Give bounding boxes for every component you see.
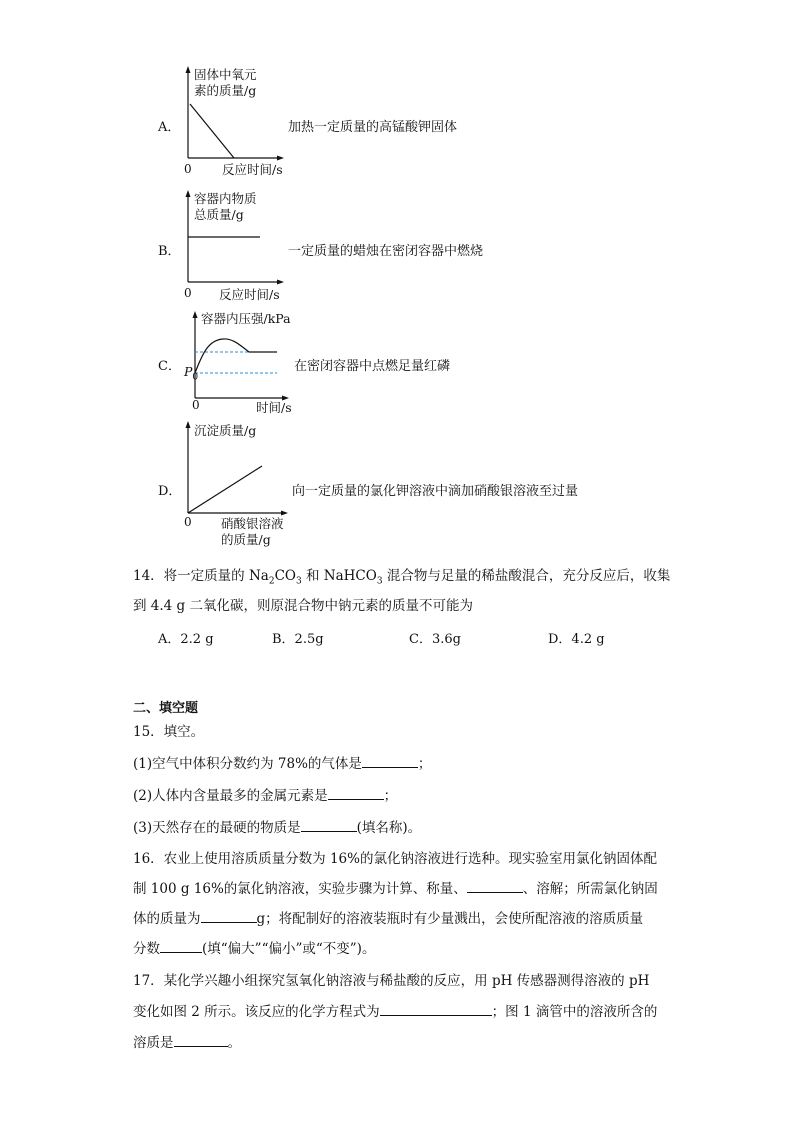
choice-a: A．2.2 g [158,632,214,647]
x-axis-label: 反应时间/s [222,162,283,177]
option-description: 加热一定质量的高锰酸钾固体 [288,120,458,135]
x-axis-label: 硝酸银溶液 的质量/g [221,516,284,547]
y-axis-label: 固体中氧元 素的质量/g [194,67,257,98]
y-axis-label: 沉淀质量/g [194,423,257,438]
question-17-line2: 变化如图 2 所示。该反应的化学方程式为 ；图 1 滴管中的溶液所含的 [133,1004,658,1020]
choice-c: C．3.6g [409,632,461,647]
y-axis-label: 容器内物质 总质量/g [194,191,257,222]
origin-label: 0 [184,515,192,529]
option-description: 一定质量的蜡烛在密闭容器中燃烧 [288,244,484,259]
question-16-line1: 16．农业上使用溶质质量分数为 16%的氯化钠溶液进行选种。现实验室用氯化钠固体配 [133,851,657,867]
option-letter: B． [158,244,181,259]
question-16-line3: 体的质量为 g；将配制好的溶液装瓶时有少量溅出，会使所配溶液的溶质质量 [133,911,644,927]
x-axis-label: 时间/s [256,400,292,415]
question-15-item3: (3)天然存在的最硬的物质是 (填名称)。 [133,820,422,836]
origin-label: 0 [192,398,200,412]
question-14-line1: 14．将一定质量的 $Na_2CO_3$ 和 NaHCO$_3$ 混合物与足量的稀盐酸混合，充分反应后，收集 [133,568,671,587]
option-letter: A． [158,120,181,135]
option-letter: C． [158,359,181,374]
p0-label: $P_0$ [184,364,199,383]
choice-b: B．2.5g [272,632,324,647]
answer-blank[interactable] [201,910,257,923]
question-15-item1: (1)空气中体积分数约为 78%的气体是 ； [133,756,432,772]
option-description: 在密闭容器中点燃足量红磷 [294,359,451,374]
origin-label: 0 [184,286,192,300]
question-16-line4: 分数 (填“偏大”“偏小”或“不变”)。 [133,941,376,957]
question-17-line3: 溶质是 。 [133,1035,241,1051]
y-axis-label: 容器内压强/kPa [201,311,291,326]
answer-blank[interactable] [328,787,384,800]
answer-blank[interactable] [174,1034,228,1047]
question-15-item2: (2)人体内含量最多的金属元素是 ； [133,788,398,804]
answer-blank[interactable] [160,940,202,953]
question-17-line1: 17．某化学兴趣小组探究氢氧化钠溶液与稀盐酸的反应，用 pH 传感器测得溶液的 pH [133,973,650,989]
answer-blank[interactable] [362,755,418,768]
answer-blank[interactable] [380,1003,492,1016]
answer-blank[interactable] [467,880,523,893]
choice-d: D．4.2 g [548,632,605,647]
x-axis-label: 反应时间/s [219,287,280,302]
option-letter: D． [158,484,182,499]
option-description: 向一定质量的氯化钾溶液中滴加硝酸银溶液至过量 [292,484,579,499]
question-15-title: 15．填空。 [133,724,205,740]
answer-blank[interactable] [301,819,357,832]
origin-label: 0 [184,162,192,176]
question-16-line2: 制 100 g 16%的氯化钠溶液，实验步骤为计算、称量、 、溶解；所需氯化钠固 [133,881,658,897]
question-14-line2: 到 4.4 g 二氧化碳，则原混合物中钠元素的质量不可能为 [133,598,473,614]
section-title: 二、填空题 [133,701,199,716]
